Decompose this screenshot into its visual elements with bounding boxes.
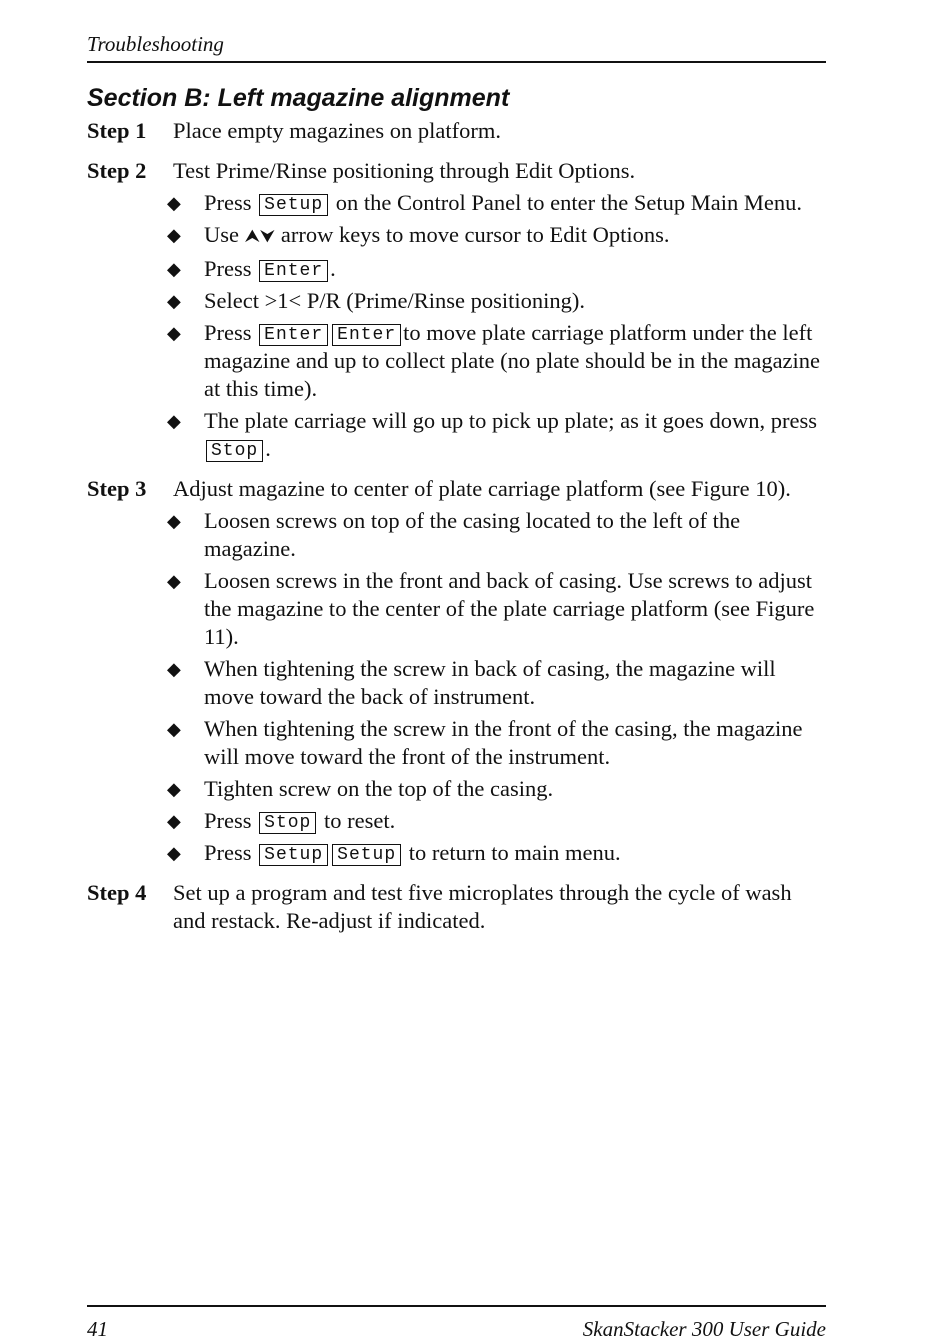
diamond-bullet-icon: ◆	[167, 811, 181, 831]
step-3	[87, 475, 827, 867]
footer-rule	[87, 1305, 826, 1307]
steps-content	[87, 117, 827, 947]
list-item	[87, 507, 827, 563]
list-item	[87, 221, 827, 251]
list-item	[87, 839, 827, 867]
list-item	[87, 567, 827, 651]
diamond-bullet-icon: ◆	[167, 225, 181, 245]
header-rule	[87, 61, 826, 63]
list-item	[87, 319, 827, 403]
bullet-text: Tighten screw on the top of the casing.	[204, 776, 554, 801]
diamond-bullet-icon: ◆	[167, 323, 181, 343]
step-2	[87, 157, 827, 463]
step-1	[87, 117, 827, 145]
diamond-bullet-icon: ◆	[167, 843, 181, 863]
bullet-text: When tightening the screw in the front of the casing, the magazine will move toward the front of the instrument.	[204, 716, 803, 769]
bullet-text: Loosen screws in the front and back of casing. Use screws to adjust the magazine to the center of the plate carriage platform (see Figure 11).	[204, 568, 815, 649]
bullet-list	[87, 507, 827, 867]
running-header: Troubleshooting	[87, 32, 224, 56]
bullet-text-after: to reset.	[318, 808, 396, 833]
diamond-bullet-icon: ◆	[167, 411, 181, 431]
bullet-text: Loosen screws on top of the casing located to the left of the magazine.	[204, 508, 741, 561]
step-text: Place empty magazines on platform.	[173, 118, 502, 143]
bullet-text: Select >1< P/R (Prime/Rinse positioning).	[204, 288, 585, 313]
bullet-text: The plate carriage will go up to pick up plate; as it goes down, press	[204, 408, 817, 433]
bullet-text-after: arrow keys to move cursor to Edit Options.	[275, 222, 670, 247]
keycap-enter: Enter	[259, 260, 328, 282]
section-title: Section B: Left magazine alignment	[87, 84, 510, 112]
bullet-list	[87, 189, 827, 463]
step-label: Step 1	[87, 118, 147, 143]
list-item	[87, 407, 827, 463]
diamond-bullet-icon: ◆	[167, 719, 181, 739]
diamond-bullet-icon: ◆	[167, 511, 181, 531]
diamond-bullet-icon: ◆	[167, 659, 181, 679]
step-text: Test Prime/Rinse positioning through Edit Options.	[173, 158, 636, 183]
keycap-stop: Stop	[259, 812, 316, 834]
list-item	[87, 287, 827, 315]
guide-title: SkanStacker 300 User Guide	[582, 1317, 826, 1341]
bullet-text-after: on the Control Panel to enter the Setup Main Menu.	[330, 190, 802, 215]
bullet-text-after: to move plate carriage platform under the left magazine and up to collect plate (no plate should be in the magazine at this time).	[204, 320, 821, 401]
diamond-bullet-icon: ◆	[167, 291, 181, 311]
bullet-text: Use	[204, 222, 245, 247]
list-item	[87, 807, 827, 835]
bullet-text: Press	[204, 256, 258, 281]
diamond-bullet-icon: ◆	[167, 571, 181, 591]
diamond-bullet-icon: ◆	[167, 259, 181, 279]
list-item	[87, 715, 827, 771]
list-item	[87, 775, 827, 803]
step-label: Step 3	[87, 476, 147, 501]
bullet-text: Press	[204, 320, 258, 345]
diamond-bullet-icon: ◆	[167, 193, 181, 213]
step-text: Set up a program and test five microplates through the cycle of wash and restack. Re-adjust if indicated.	[173, 880, 792, 933]
keycap-setup: Setup	[332, 844, 401, 866]
bullet-text: Press	[204, 840, 258, 865]
bullet-text-after: .	[265, 436, 271, 461]
diamond-bullet-icon: ◆	[167, 779, 181, 799]
bullet-text-after: to return to main menu.	[403, 840, 621, 865]
step-text: Adjust magazine to center of plate carriage platform (see Figure 10).	[173, 476, 791, 501]
keycap-enter: Enter	[259, 324, 328, 346]
up-down-arrow-icon: ⮝⮟	[244, 226, 276, 247]
step-label: Step 2	[87, 158, 147, 183]
step-4	[87, 879, 827, 935]
step-label: Step 4	[87, 880, 147, 905]
bullet-text-after: .	[330, 256, 336, 281]
bullet-text: Press	[204, 190, 258, 215]
keycap-stop: Stop	[206, 440, 263, 462]
keycap-enter: Enter	[332, 324, 401, 346]
list-item	[87, 189, 827, 217]
list-item	[87, 655, 827, 711]
keycap-setup: Setup	[259, 844, 328, 866]
keycap-setup: Setup	[259, 194, 328, 216]
list-item	[87, 255, 827, 283]
bullet-text: Press	[204, 808, 258, 833]
bullet-text: When tightening the screw in back of casing, the magazine will move toward the back of instrument.	[204, 656, 776, 709]
page-number: 41	[87, 1317, 108, 1341]
